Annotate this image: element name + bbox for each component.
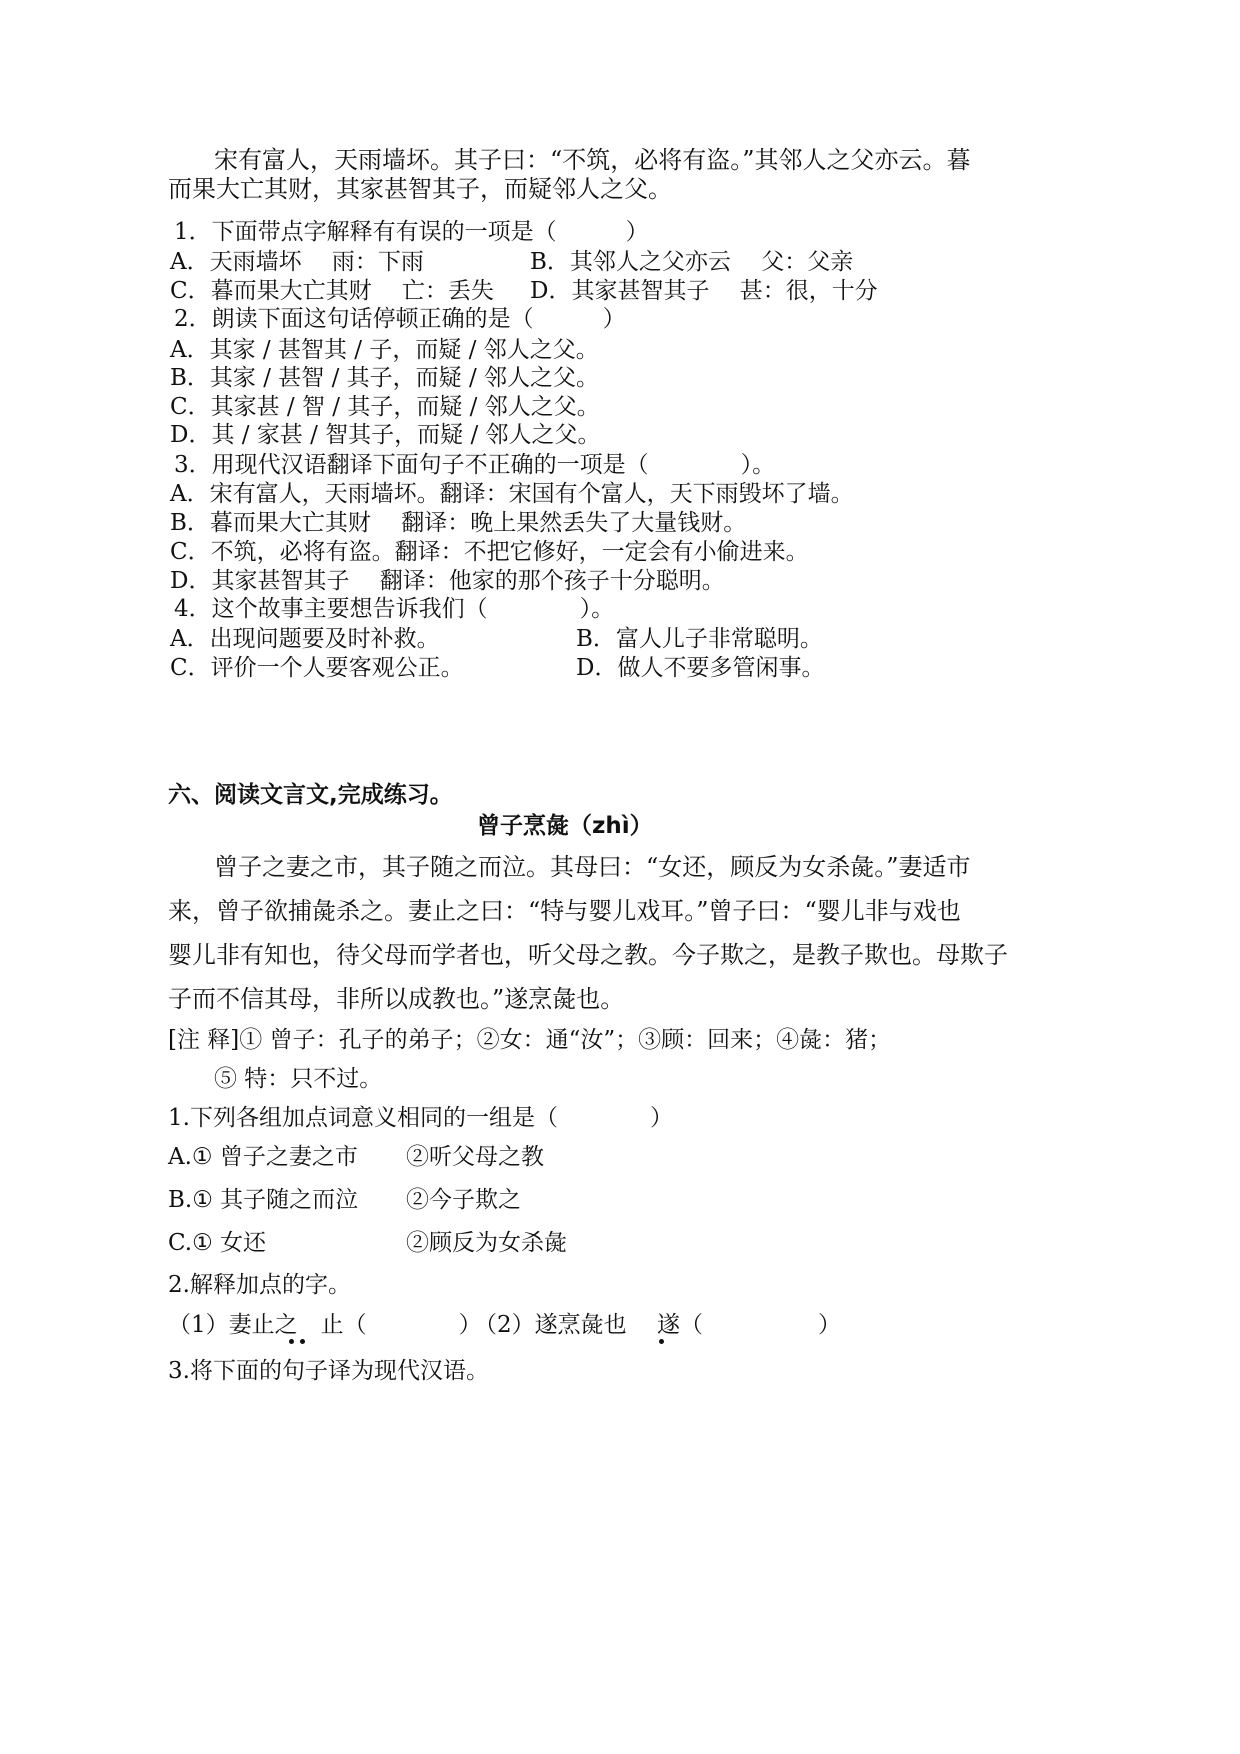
- section6-passage-line3: 婴儿非有知也，待父母而学者也，听父母之教。今子欺之，是教子欺也。母欺子: [168, 941, 1008, 969]
- q3-option-a: A．宋有富人，天雨墙坏。翻译：宋国有个富人，天下雨毁坏了墙。: [170, 481, 854, 507]
- emphasis-dot: [659, 1339, 664, 1344]
- q2-option-a: A．其家 / 甚智其 / 子，而疑 / 邻人之父。: [170, 337, 599, 363]
- section6-notes-line2: ⑤ 特：只不过。: [214, 1066, 383, 1092]
- q4-option-a: A．出现问题要及时补救。: [170, 626, 440, 652]
- q2-option-b: B．其家 / 甚智 / 其子，而疑 / 邻人之父。: [170, 365, 600, 391]
- s6-q1-option-c1: C.① 女还: [168, 1230, 267, 1256]
- passage1-line2: 而果大亡其财，其家甚智其子，而疑邻人之父。: [168, 175, 672, 203]
- passage1-line1: 宋有富人，天雨墙坏。其子曰：“不筑，必将有盗。”其邻人之父亦云。暮: [214, 146, 971, 174]
- q4-option-b: B．富人儿子非常聪明。: [576, 626, 823, 652]
- q2-stem: 2．朗读下面这句话停顿正确的是（ ）: [174, 306, 626, 332]
- s6-q1-option-a2: ②听父母之教: [406, 1144, 544, 1170]
- s6-q1-option-b2: ②今子欺之: [406, 1187, 521, 1213]
- section6-passage-line2: 来，曾子欲捕彘杀之。妻止之曰：“特与婴儿戏耳。”曾子曰：“婴儿非与戏也: [168, 897, 961, 925]
- section6-heading: 六、阅读文言文,完成练习。: [168, 782, 453, 808]
- q1-option-d: D．其家甚智其子 甚：很，十分: [530, 278, 878, 304]
- section6-notes-line1: [注 释]① 曾子：孔子的弟子；②女：通“汝”；③顾：回来；④彘：猪；: [168, 1027, 892, 1053]
- q4-option-c: C．评价一个人要客观公正。: [170, 655, 464, 681]
- section6-passage-line1: 曾子之妻之市，其子随之而泣。其母曰：“女还，顾反为女杀彘。”妻适市: [214, 853, 971, 881]
- q3-option-c: C．不筑，必将有盗。翻译：不把它修好，一定会有小偷进来。: [170, 539, 809, 565]
- emphasis-dot: [289, 1339, 294, 1344]
- s6-q1-option-b1: B.① 其子随之而泣: [168, 1187, 359, 1213]
- s6-q1-option-c2: ②顾反为女杀彘: [406, 1230, 567, 1256]
- section6-title: 曾子烹彘（zhì）: [477, 813, 653, 839]
- q4-option-d: D．做人不要多管闲事。: [576, 655, 825, 681]
- s6-q2-item2: （2）遂烹彘也 遂（ ）: [474, 1312, 841, 1338]
- emphasis-dot: [300, 1339, 305, 1344]
- q1-option-c: C．暮而果大亡其财 亡：丢失: [170, 278, 494, 304]
- q1-stem: 1．下面带点字解释有有误的一项是（ ）: [174, 219, 649, 245]
- q1-option-b: B．其邻人之父亦云 父：父亲: [530, 249, 854, 275]
- q3-option-b: B．暮而果大亡其财 翻译：晚上果然丢失了大量钱财。: [170, 510, 747, 536]
- s6-q2-item1: （1）妻止之 止（ ）: [168, 1312, 482, 1338]
- s6-q3-stem: 3.将下面的句子译为现代汉语。: [168, 1358, 489, 1384]
- q3-stem: 3．用现代汉语翻译下面句子不正确的一项是（ ）。: [174, 452, 776, 478]
- q2-option-c: C．其家甚 / 智 / 其子，而疑 / 邻人之父。: [170, 394, 600, 420]
- q1-option-a: A．天雨墙坏 雨：下雨: [170, 249, 424, 275]
- s6-q1-stem: 1.下列各组加点词意义相同的一组是（ ）: [168, 1105, 673, 1131]
- q2-option-d: D．其 / 家甚 / 智其子，而疑 / 邻人之父。: [170, 422, 601, 448]
- q4-stem: 4．这个故事主要想告诉我们（ ）。: [174, 596, 615, 622]
- s6-q1-option-a1: A.① 曾子之妻之市: [168, 1144, 358, 1170]
- s6-q2-stem: 2.解释加点的字。: [168, 1272, 351, 1298]
- q3-option-d: D．其家甚智其子 翻译：他家的那个孩子十分聪明。: [170, 568, 725, 594]
- section6-passage-line4: 子而不信其母，非所以成教也。”遂烹彘也。: [168, 985, 625, 1013]
